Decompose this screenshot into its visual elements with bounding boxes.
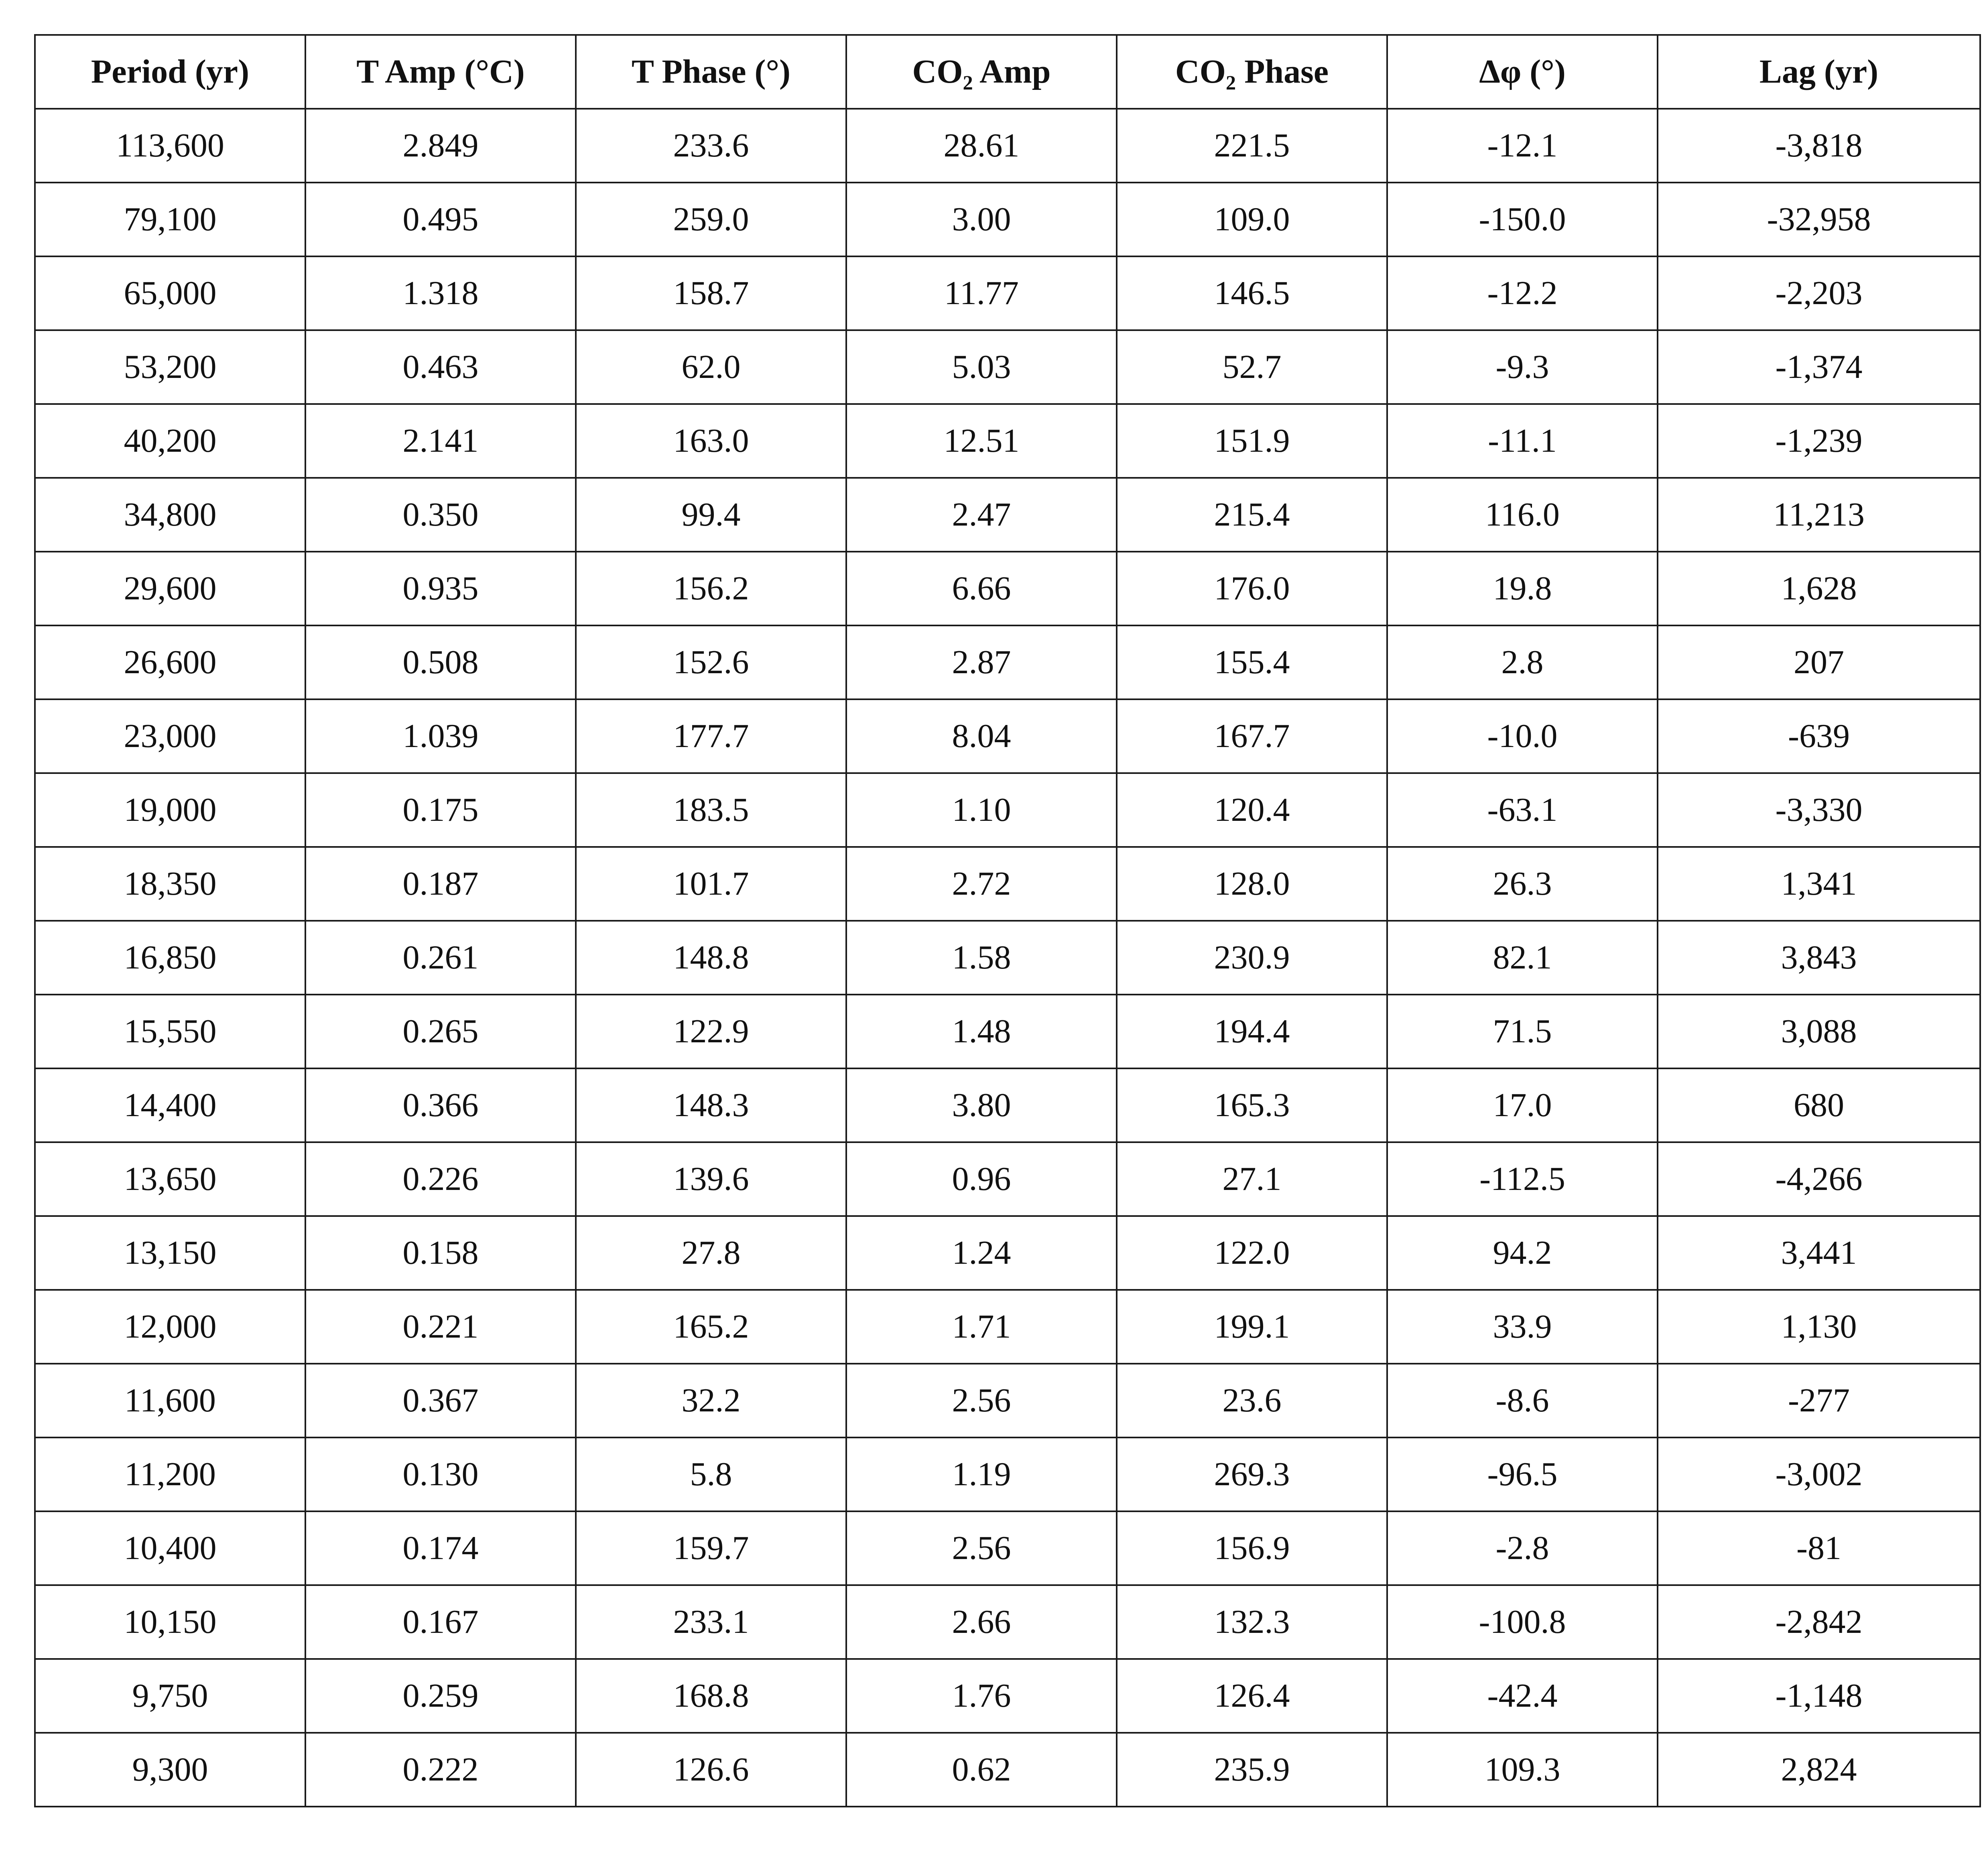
cell-t-phase: 233.6 [576,109,846,183]
column-header-lag: Lag (yr) [1658,35,1980,109]
cell-t-amp: 0.174 [305,1511,576,1585]
cell-lag: 1,130 [1658,1290,1980,1364]
cell-t-phase: 99.4 [576,478,846,552]
cell-lag: -639 [1658,699,1980,773]
cell-t-phase: 148.3 [576,1068,846,1142]
cell-lag: 2,824 [1658,1733,1980,1807]
cell-t-phase: 27.8 [576,1216,846,1290]
cell-co2-phase: 146.5 [1117,256,1387,330]
header-row [35,35,1980,109]
cell-t-amp: 0.495 [305,183,576,256]
cell-t-amp: 0.463 [305,330,576,404]
cell-period: 113,600 [35,109,305,183]
table-body [35,109,1980,1807]
cell-co2-phase: 151.9 [1117,404,1387,478]
cell-delta-phi: -63.1 [1387,773,1658,847]
cell-t-amp: 1.039 [305,699,576,773]
cell-delta-phi: 19.8 [1387,552,1658,625]
cell-period: 9,750 [35,1659,305,1733]
cell-period: 53,200 [35,330,305,404]
table-row [35,1290,1980,1364]
cell-period: 26,600 [35,625,305,699]
cell-co2-amp: 8.04 [846,699,1117,773]
cell-t-phase: 139.6 [576,1142,846,1216]
cell-co2-amp: 6.66 [846,552,1117,625]
cell-co2-phase: 165.3 [1117,1068,1387,1142]
cell-period: 40,200 [35,404,305,478]
cell-co2-phase: 167.7 [1117,699,1387,773]
table-row [35,478,1980,552]
table-row [35,1659,1980,1733]
cell-delta-phi: -11.1 [1387,404,1658,478]
cell-t-phase: 62.0 [576,330,846,404]
cell-period: 13,650 [35,1142,305,1216]
cell-lag: -32,958 [1658,183,1980,256]
cell-co2-amp: 2.66 [846,1585,1117,1659]
cell-delta-phi: -9.3 [1387,330,1658,404]
cell-co2-phase: 23.6 [1117,1364,1387,1437]
cell-co2-amp: 28.61 [846,109,1117,183]
cell-t-amp: 0.366 [305,1068,576,1142]
cell-co2-amp: 5.03 [846,330,1117,404]
table-header [35,35,1980,109]
cell-t-phase: 168.8 [576,1659,846,1733]
cell-co2-phase: 27.1 [1117,1142,1387,1216]
cell-lag: -4,266 [1658,1142,1980,1216]
cell-period: 12,000 [35,1290,305,1364]
cell-co2-phase: 194.4 [1117,995,1387,1068]
cell-co2-amp: 1.58 [846,921,1117,995]
cell-co2-phase: 176.0 [1117,552,1387,625]
cell-co2-phase: 132.3 [1117,1585,1387,1659]
column-header-co2-amp: CO₂ Amp [846,35,1117,109]
cell-co2-amp: 3.00 [846,183,1117,256]
table-row [35,109,1980,183]
cell-co2-phase: 120.4 [1117,773,1387,847]
cell-delta-phi: 94.2 [1387,1216,1658,1290]
cell-period: 10,400 [35,1511,305,1585]
cell-co2-phase: 199.1 [1117,1290,1387,1364]
cell-period: 18,350 [35,847,305,921]
cell-period: 79,100 [35,183,305,256]
cell-lag: 3,441 [1658,1216,1980,1290]
cell-co2-amp: 2.56 [846,1511,1117,1585]
table-row [35,773,1980,847]
cell-delta-phi: 82.1 [1387,921,1658,995]
cell-period: 65,000 [35,256,305,330]
cell-t-amp: 0.175 [305,773,576,847]
cell-period: 19,000 [35,773,305,847]
cell-lag: -1,239 [1658,404,1980,478]
data-table [34,34,1981,1807]
cell-delta-phi: -42.4 [1387,1659,1658,1733]
cell-t-amp: 1.318 [305,256,576,330]
cell-lag: 3,088 [1658,995,1980,1068]
cell-t-phase: 122.9 [576,995,846,1068]
cell-t-amp: 0.265 [305,995,576,1068]
table-row [35,1364,1980,1437]
cell-co2-phase: 52.7 [1117,330,1387,404]
cell-lag: -1,374 [1658,330,1980,404]
table-row [35,1142,1980,1216]
cell-period: 11,600 [35,1364,305,1437]
cell-co2-amp: 0.96 [846,1142,1117,1216]
cell-lag: -277 [1658,1364,1980,1437]
cell-period: 34,800 [35,478,305,552]
cell-t-phase: 165.2 [576,1290,846,1364]
column-header-t-phase: T Phase (°) [576,35,846,109]
cell-t-amp: 0.130 [305,1437,576,1511]
column-header-co2-phase: CO₂ Phase [1117,35,1387,109]
cell-delta-phi: 109.3 [1387,1733,1658,1807]
cell-t-phase: 5.8 [576,1437,846,1511]
cell-lag: -3,002 [1658,1437,1980,1511]
cell-co2-amp: 1.19 [846,1437,1117,1511]
cell-delta-phi: 2.8 [1387,625,1658,699]
cell-delta-phi: -2.8 [1387,1511,1658,1585]
table-row [35,847,1980,921]
cell-t-amp: 0.367 [305,1364,576,1437]
cell-lag: -3,818 [1658,109,1980,183]
cell-lag: 680 [1658,1068,1980,1142]
table-row [35,1216,1980,1290]
cell-lag: 1,628 [1658,552,1980,625]
cell-t-amp: 0.261 [305,921,576,995]
cell-period: 23,000 [35,699,305,773]
cell-delta-phi: -96.5 [1387,1437,1658,1511]
cell-t-amp: 0.167 [305,1585,576,1659]
cell-co2-amp: 1.24 [846,1216,1117,1290]
table-row [35,921,1980,995]
cell-t-phase: 32.2 [576,1364,846,1437]
cell-co2-amp: 2.72 [846,847,1117,921]
cell-co2-amp: 2.87 [846,625,1117,699]
cell-t-amp: 2.849 [305,109,576,183]
cell-t-phase: 163.0 [576,404,846,478]
cell-delta-phi: -8.6 [1387,1364,1658,1437]
cell-t-amp: 0.221 [305,1290,576,1364]
cell-t-amp: 0.350 [305,478,576,552]
cell-lag: 3,843 [1658,921,1980,995]
cell-period: 16,850 [35,921,305,995]
cell-co2-phase: 221.5 [1117,109,1387,183]
cell-t-phase: 152.6 [576,625,846,699]
cell-t-amp: 0.226 [305,1142,576,1216]
cell-co2-amp: 1.48 [846,995,1117,1068]
cell-lag: 11,213 [1658,478,1980,552]
column-header-t-amp: T Amp (°C) [305,35,576,109]
cell-t-phase: 101.7 [576,847,846,921]
table-row [35,1511,1980,1585]
table-row [35,404,1980,478]
cell-t-phase: 177.7 [576,699,846,773]
cell-t-amp: 0.935 [305,552,576,625]
cell-t-amp: 2.141 [305,404,576,478]
column-header-delta-phi: Δφ (°) [1387,35,1658,109]
column-header-period: Period (yr) [35,35,305,109]
table-row [35,625,1980,699]
cell-co2-amp: 12.51 [846,404,1117,478]
cell-delta-phi: 26.3 [1387,847,1658,921]
cell-delta-phi: -150.0 [1387,183,1658,256]
cell-t-phase: 233.1 [576,1585,846,1659]
cell-co2-amp: 0.62 [846,1733,1117,1807]
cell-lag: 1,341 [1658,847,1980,921]
cell-t-phase: 159.7 [576,1511,846,1585]
cell-lag: -2,842 [1658,1585,1980,1659]
cell-period: 11,200 [35,1437,305,1511]
cell-delta-phi: -112.5 [1387,1142,1658,1216]
cell-lag: -1,148 [1658,1659,1980,1733]
cell-delta-phi: 71.5 [1387,995,1658,1068]
cell-period: 9,300 [35,1733,305,1807]
cell-period: 15,550 [35,995,305,1068]
cell-co2-phase: 122.0 [1117,1216,1387,1290]
cell-period: 29,600 [35,552,305,625]
table-row [35,552,1980,625]
cell-t-amp: 0.187 [305,847,576,921]
table-row [35,1437,1980,1511]
cell-co2-amp: 1.10 [846,773,1117,847]
cell-t-phase: 148.8 [576,921,846,995]
table-row [35,256,1980,330]
cell-t-amp: 0.222 [305,1733,576,1807]
table-row [35,995,1980,1068]
cell-co2-phase: 235.9 [1117,1733,1387,1807]
cell-co2-phase: 128.0 [1117,847,1387,921]
cell-delta-phi: -12.2 [1387,256,1658,330]
cell-delta-phi: 17.0 [1387,1068,1658,1142]
cell-delta-phi: -100.8 [1387,1585,1658,1659]
cell-delta-phi: -10.0 [1387,699,1658,773]
cell-co2-phase: 215.4 [1117,478,1387,552]
cell-delta-phi: 33.9 [1387,1290,1658,1364]
cell-delta-phi: 116.0 [1387,478,1658,552]
cell-co2-amp: 1.76 [846,1659,1117,1733]
cell-co2-phase: 126.4 [1117,1659,1387,1733]
cell-co2-phase: 269.3 [1117,1437,1387,1511]
cell-t-phase: 259.0 [576,183,846,256]
cell-co2-amp: 2.47 [846,478,1117,552]
cell-co2-phase: 109.0 [1117,183,1387,256]
cell-lag: -2,203 [1658,256,1980,330]
cell-t-phase: 156.2 [576,552,846,625]
cell-co2-amp: 2.56 [846,1364,1117,1437]
cell-t-phase: 158.7 [576,256,846,330]
cell-period: 13,150 [35,1216,305,1290]
cell-co2-phase: 155.4 [1117,625,1387,699]
table-row [35,183,1980,256]
cell-t-amp: 0.259 [305,1659,576,1733]
cell-co2-phase: 156.9 [1117,1511,1387,1585]
cell-t-phase: 183.5 [576,773,846,847]
cell-period: 14,400 [35,1068,305,1142]
cell-delta-phi: -12.1 [1387,109,1658,183]
cell-t-amp: 0.158 [305,1216,576,1290]
cell-co2-amp: 1.71 [846,1290,1117,1364]
cell-t-phase: 126.6 [576,1733,846,1807]
table-row [35,699,1980,773]
cell-co2-phase: 230.9 [1117,921,1387,995]
cell-period: 10,150 [35,1585,305,1659]
cell-co2-amp: 3.80 [846,1068,1117,1142]
table-row [35,1068,1980,1142]
cell-lag: -3,330 [1658,773,1980,847]
cell-co2-amp: 11.77 [846,256,1117,330]
cell-lag: 207 [1658,625,1980,699]
table-row [35,1733,1980,1807]
cell-t-amp: 0.508 [305,625,576,699]
table-row [35,330,1980,404]
table-row [35,1585,1980,1659]
cell-lag: -81 [1658,1511,1980,1585]
